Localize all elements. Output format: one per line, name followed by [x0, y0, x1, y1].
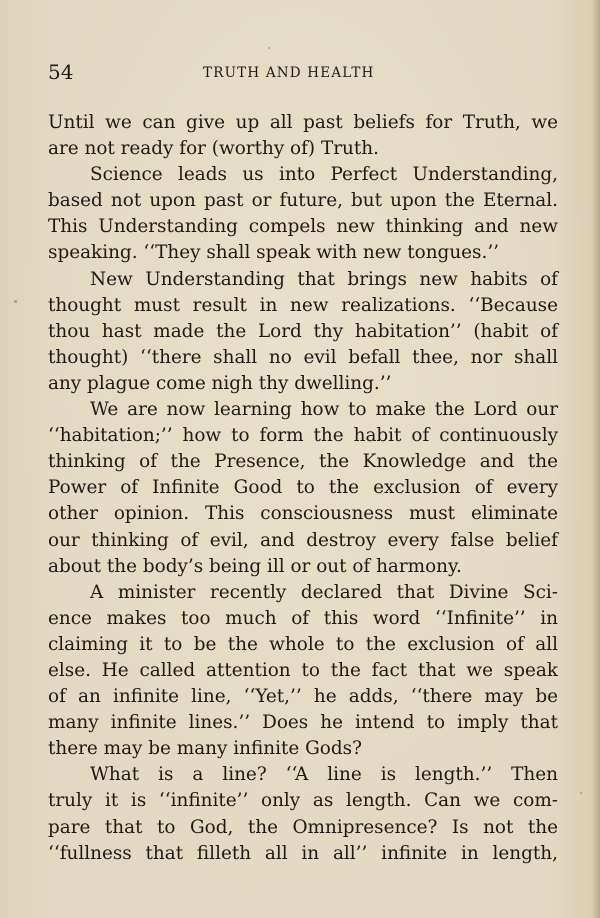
page-header [48, 60, 558, 84]
text-line: truly it is ‘‘infinite’’ only as length. Can we com- [48, 790, 558, 812]
text-line: there may be many infinite Gods? [48, 738, 362, 760]
running-head: TRUTH AND HEALTH [203, 65, 375, 81]
paragraph [48, 762, 558, 866]
text-line: thought must result in new realizations. ‘‘Because [48, 294, 558, 316]
text-line: thou hast made the Lord thy habitation’’ (habit of [48, 320, 558, 342]
text-line: pare that to God, the Omnipresence? Is not the [48, 816, 558, 838]
paragraph [48, 110, 558, 162]
paper-speck [268, 47, 270, 49]
text-line: ence makes too much of this word ‘‘Infinite’’ in [48, 607, 558, 629]
text-line: We are now learning how to make the Lord our [90, 399, 558, 421]
text-line: This Understanding compels new thinking and new [48, 216, 558, 238]
text-line: ‘‘fullness that filleth all in all’’ infinite in length, [48, 842, 558, 864]
body-text [48, 110, 558, 867]
text-line: any plague come nigh thy dwelling.’’ [48, 372, 392, 394]
text-line: Power of Infinite Good to the exclusion of every [48, 477, 558, 499]
text-line: about the body’s being ill or out of harmony. [48, 555, 462, 577]
text-line: other opinion. This consciousness must eliminate [48, 503, 558, 525]
text-line: based not upon past or future, but upon the Eternal. [48, 190, 558, 212]
page-edge-shadow [592, 0, 600, 918]
text-line: What is a line? ‘‘A line is length.’’ Then [90, 764, 558, 786]
paper-speck [580, 792, 582, 794]
paragraph [48, 397, 558, 580]
text-line: else. He called attention to the fact that we speak [48, 659, 558, 681]
text-line: of an infinite line, ‘‘Yet,’’ he adds, ‘‘there may be [48, 686, 558, 708]
text-line: ‘‘habitation;’’ how to form the habit of continuously [48, 425, 558, 447]
text-line: thought) ‘‘there shall no evil befall thee, nor shall [48, 346, 558, 368]
text-line: thinking of the Presence, the Knowledge and the [48, 451, 558, 473]
paper-speck [14, 300, 17, 303]
text-line: many infinite lines.’’ Does he intend to imply that [48, 712, 558, 734]
paragraph [48, 162, 558, 266]
text-line: speaking. ‘‘They shall speak with new tongues.’’ [48, 242, 500, 264]
text-line: claiming it to be the whole to the exclusion of all [48, 633, 558, 655]
paragraph [48, 267, 558, 397]
text-line: A minister recently declared that Divine Sci- [90, 581, 558, 603]
text-line: New Understanding that brings new habits of [90, 268, 558, 290]
text-line: our thinking of evil, and destroy every false belief [48, 529, 558, 551]
text-line: Science leads us into Perfect Understanding, [90, 164, 558, 186]
text-line: are not ready for (worthy of) Truth. [48, 138, 379, 160]
paragraph [48, 580, 558, 763]
page-number: 54 [48, 60, 74, 84]
text-line: Until we can give up all past beliefs for Truth, we [48, 112, 558, 133]
